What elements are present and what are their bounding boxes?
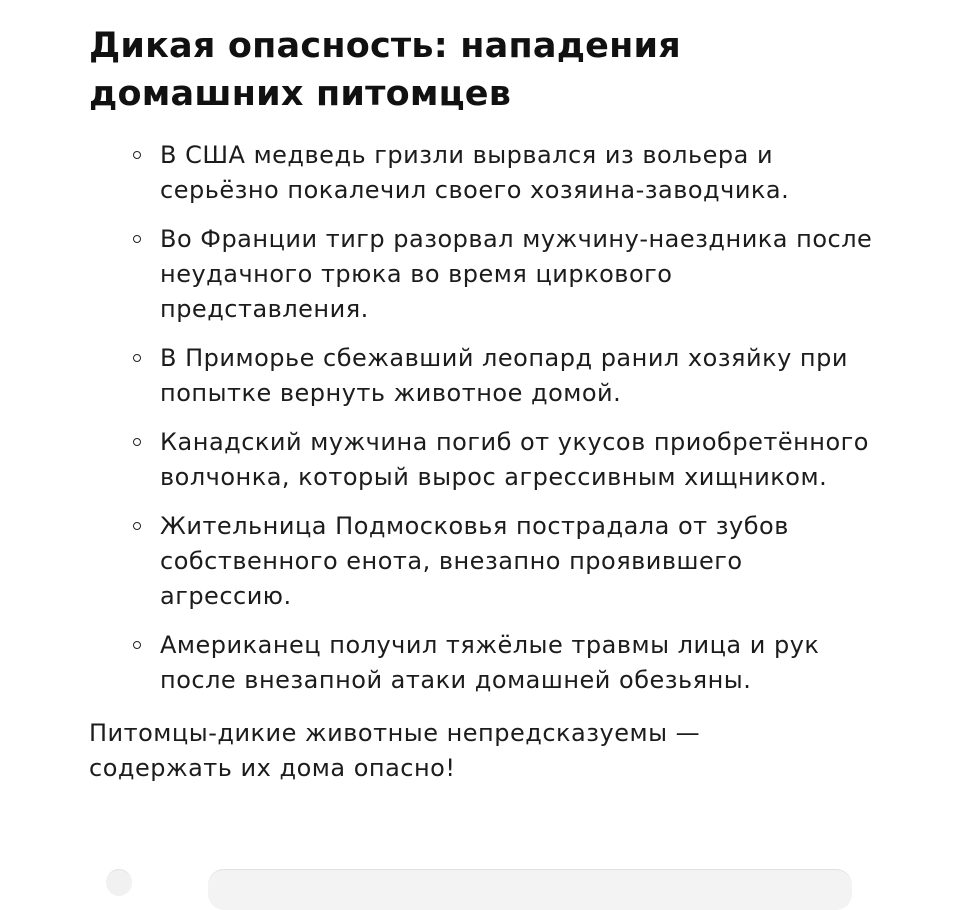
list-item xyxy=(160,425,879,495)
bottom-round-button[interactable] xyxy=(106,869,132,896)
list-item-text: Американец получил тяжёлые травмы лица и рук после внезапной атаки домашней обезьяны. xyxy=(160,631,820,694)
list-item xyxy=(160,341,879,411)
list-item-text: В США медведь гризли вырвался из вольера и серьёзно покалечил своего хозяина-заводчика. xyxy=(160,141,790,204)
list-item xyxy=(160,222,879,327)
list-item-text: Жительница Подмосковья пострадала от зубов собственного енота, внезапно проявившего агрессию. xyxy=(160,512,789,610)
conclusion-text: Питомцы-дикие животные непредсказуемы — содержать их дома опасно! xyxy=(89,719,701,782)
list-item xyxy=(160,138,879,208)
article-title: Дикая опасность: нападения домашних питомцев xyxy=(89,26,681,114)
bullet-circle-icon xyxy=(133,522,141,530)
bullet-circle-icon xyxy=(133,235,141,243)
list-item-text: Во Франции тигр разорвал мужчину-наездника после неудачного трюка во время циркового представления. xyxy=(160,225,873,323)
list-item xyxy=(160,509,879,614)
bottom-input-bar[interactable] xyxy=(208,869,852,910)
list-item-text: В Приморье сбежавший леопард ранил хозяйку при попытке вернуть животное домой. xyxy=(160,344,848,407)
article xyxy=(89,22,879,786)
bullet-circle-icon xyxy=(133,354,141,362)
bullet-circle-icon xyxy=(133,151,141,159)
bullet-circle-icon xyxy=(133,438,141,446)
list-item xyxy=(160,628,879,698)
bullet-circle-icon xyxy=(133,641,141,649)
list-item-text: Канадский мужчина погиб от укусов приобретённого волчонка, который вырос агрессивным хищником. xyxy=(160,428,869,491)
facts-list xyxy=(89,138,879,698)
